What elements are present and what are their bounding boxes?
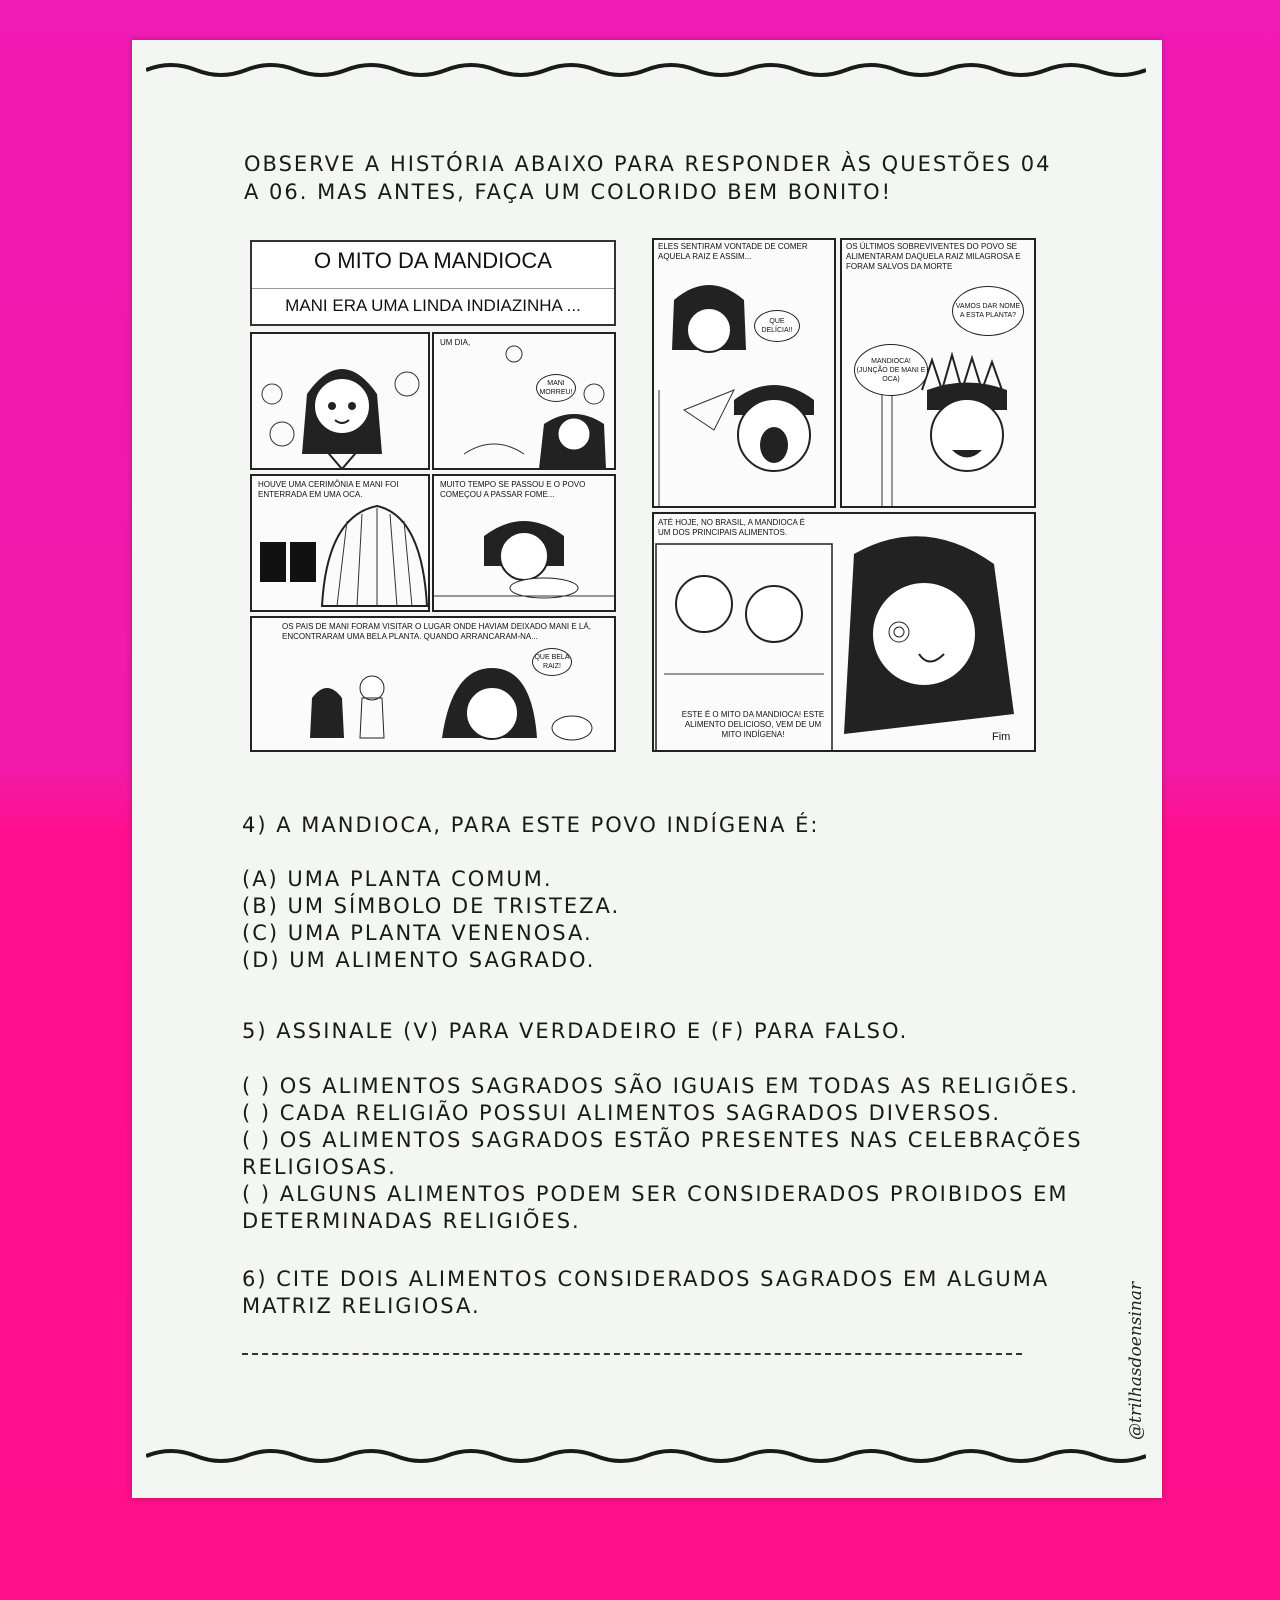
panel-7-speech-bubble-2: MANDIOCA! (JUNÇÃO DE MANI E OCA) <box>854 344 928 396</box>
worksheet-page <box>132 40 1162 1498</box>
comic-title: O MITO DA MANDIOCA <box>314 248 552 273</box>
q5-item-2: ( ) CADA RELIGIÃO POSSUI ALIMENTOS SAGRADOS DIVERSOS. <box>242 1101 1002 1125</box>
q5-item-3-cont: RELIGIOSAS. <box>242 1155 397 1179</box>
panel-5-caption: OS PAIS DE MANI FORAM VISITAR O LUGAR ONDE HAVIAM DEIXADO MANI E LÁ, ENCONTRARAM UMA BELA PLANTA. QUANDO ARRANCARAM-NA... <box>282 622 591 641</box>
answer-line[interactable] <box>242 1353 1022 1355</box>
comic-panel-7 <box>840 238 1036 508</box>
top-wavy-border <box>146 60 1146 80</box>
mani-girl-drawing <box>252 334 430 470</box>
comic-panel-4 <box>432 474 616 612</box>
comic-panel-5 <box>250 616 616 752</box>
q5-item-4: ( ) ALGUNS ALIMENTOS PODEM SER CONSIDERADOS PROIBIDOS EM <box>242 1182 1069 1206</box>
q5-item-3: ( ) OS ALIMENTOS SAGRADOS ESTÃO PRESENTES NAS CELEBRAÇÕES <box>242 1128 1083 1152</box>
comic-title-box <box>250 240 616 326</box>
comic-panel-3 <box>250 474 430 612</box>
question-4: 4) A MANDIOCA, PARA ESTE POVO INDÍGENA É: <box>242 813 820 837</box>
question-6-line-1: 6) CITE DOIS ALIMENTOS CONSIDERADOS SAGRADOS EM ALGUMA <box>242 1267 1050 1291</box>
panel-2-speech-bubble: MANI MORREU! <box>536 374 576 402</box>
panel-8-footer: ESTE É O MITO DA MANDIOCA! ESTE ALIMENTO DELICIOSO, VEM DE UM MITO INDÍGENA! <box>681 710 825 739</box>
author-watermark: @trilhasdoensinar <box>1126 1281 1146 1440</box>
comic-panel-1 <box>250 332 430 470</box>
comic-panel-2 <box>432 332 616 470</box>
panel-4-caption: MUITO TEMPO SE PASSOU E O POVO COMEÇOU A PASSAR FOME... <box>440 480 586 499</box>
q4-option-d: (D) UM ALIMENTO SAGRADO. <box>242 948 596 972</box>
panel-6-caption: ELES SENTIRAM VONTADE DE COMER AQUELA RAIZ E ASSIM... <box>658 242 808 261</box>
comic-panel-8 <box>652 512 1036 752</box>
intro-instructions: OBSERVE A HISTÓRIA ABAIXO PARA RESPONDER ÀS QUESTÕES 04 A 06. MAS ANTES, FAÇA UM COLORIDO BEM BONITO! <box>244 152 1052 204</box>
comic-subtitle: MANI ERA UMA LINDA INDIAZINHA ... <box>285 296 581 315</box>
eating-family-drawing <box>654 240 836 508</box>
panel-6-speech-bubble: QUE DELÍCIA!! <box>754 310 800 342</box>
fim-label: Fim <box>992 731 1011 743</box>
grieving-woman-drawing <box>434 334 616 470</box>
q4-option-c: (C) UMA PLANTA VENENOSA. <box>242 921 593 945</box>
q5-item-4-cont: DETERMINADAS RELIGIÕES. <box>242 1209 581 1233</box>
panel-7-speech-bubble-1: VAMOS DAR NOME A ESTA PLANTA? <box>952 286 1024 336</box>
panel-8-caption: ATÉ HOJE, NO BRASIL, A MANDIOCA É UM DOS PRINCIPAIS ALIMENTOS. <box>658 518 805 537</box>
comic-panel-6 <box>652 238 836 508</box>
question-5: 5) ASSINALE (V) PARA VERDADEIRO E (F) PARA FALSO. <box>242 1019 909 1043</box>
panel-7-caption: OS ÚLTIMOS SOBREVIVENTES DO POVO SE ALIMENTARAM DAQUELA RAIZ MILAGROSA E FORAM SALVOS DA MORTE <box>846 242 1021 271</box>
question-6-line-2: MATRIZ RELIGIOSA. <box>242 1294 481 1318</box>
comic-strip <box>250 238 1036 764</box>
q4-option-a: (A) UMA PLANTA COMUM. <box>242 867 553 891</box>
bottom-wavy-border <box>146 1446 1146 1466</box>
panel-5-speech-bubble: QUE BELA RAIZ! <box>532 648 572 676</box>
q4-option-b: (B) UM SÍMBOLO DE TRISTEZA. <box>242 894 621 918</box>
panel-3-caption: HOUVE UMA CERIMÔNIA E MANI FOI ENTERRADA EM UMA OCA. <box>258 480 399 499</box>
q5-item-1: ( ) OS ALIMENTOS SAGRADOS SÃO IGUAIS EM TODAS AS RELIGIÕES. <box>242 1074 1080 1098</box>
panel-2-caption: UM DIA, <box>440 338 471 347</box>
